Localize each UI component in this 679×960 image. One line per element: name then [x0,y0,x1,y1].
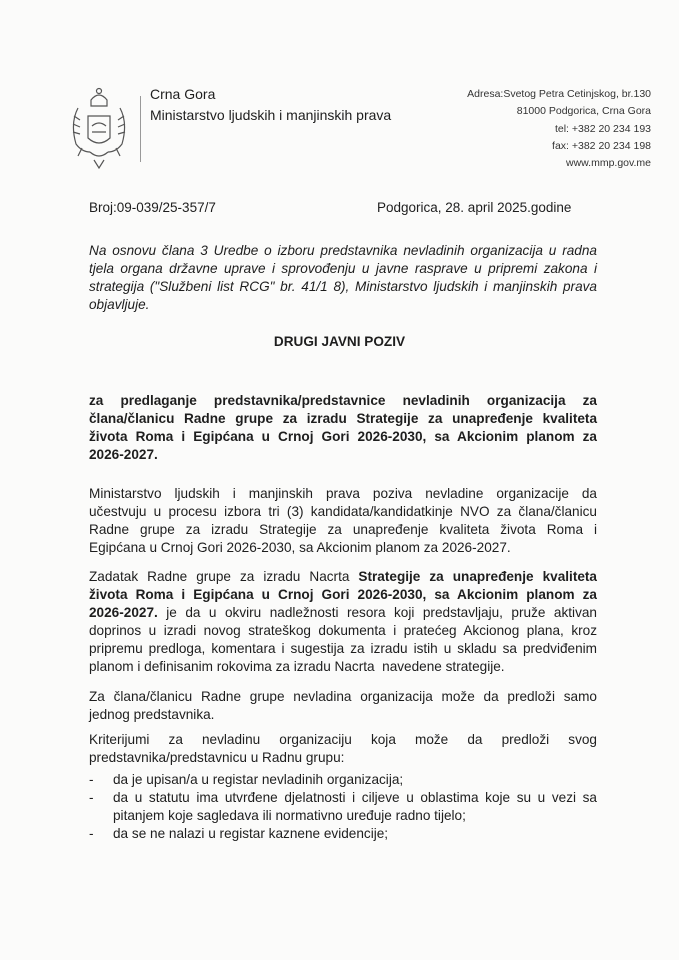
ministry-name: Ministarstvo ljudskih i manjinskih prava [150,107,392,123]
paragraph-line [89,622,597,640]
header-divider [140,96,141,162]
text: planom i definisanim rokovima za izradu Nacrta navedene strategije. [89,659,505,674]
text: doprinos u izradi novog strateškog dokumenta i pratećeg Akcionog plana, kroz [89,623,597,638]
bold-text: 2026-2027. [89,605,158,620]
text: Radne grupe za izradu Strategije za unapređenje kvaliteta života Roma i [89,522,597,537]
subtitle-line: života Roma i Egipćana u Crnoj Gori 2026-2030, sa Akcionim planom za [89,429,597,444]
body-paragraph [89,731,597,767]
intro-line: Na osnovu člana 3 Uredbe o izboru predstavnika nevladinih organizacija u radna [89,243,597,258]
text: predstavnika/predstavnicu u Radnu grupu: [89,750,345,765]
text: Egipćana u Crnoj Gori 2026-2030, sa Akcionim planom za 2026-2027. [89,540,511,555]
paragraph-line [89,749,597,767]
paragraph-line [89,604,597,622]
paragraph-line [89,485,597,503]
text: pripremu predloga, komentara i sugestija za izradu istih u skladu sa predviđenim [89,641,597,656]
intro-line: strategija ("Službeni list RCG" br. 41/1 8), Ministarstvo ljudskih i manjinskih prava [89,279,597,294]
dash-bullet: - [89,772,94,787]
paragraph-line [89,706,597,724]
intro-line: tjela organa državne uprave i sprovođenju u javne rasprave u pripremi zakona i [89,261,597,276]
body-paragraph [89,485,597,557]
subtitle-line: za predlaganje predstavnika/predstavnice nevladinih organizacija za [89,393,597,408]
body-paragraph [89,688,597,724]
address-phone: tel: +382 20 234 193 [554,122,651,135]
paragraph-line [89,539,597,557]
paragraph-line [89,640,597,658]
subtitle [89,392,597,464]
paragraph-line [89,586,597,604]
text: Za člana/članicu Radne grupe nevladina organizacija može da predloži samo [89,689,597,704]
reference-number: Broj:09-039/25-357/7 [89,200,216,215]
bold-text: života Roma i Egipćana u Crnoj Gori 2026-2030, sa Akcionim planom za [89,587,597,602]
address-block [467,86,651,172]
subtitle-line: 2026-2027. [89,447,158,462]
criteria-item [89,789,597,825]
document-date: Podgorica, 28. april 2025.godine [377,200,572,215]
criteria-list [89,771,597,843]
text: jednog predstavnika. [89,707,215,722]
address-city: 81000 Podgorica, Crna Gora [516,105,651,118]
paragraph-line [89,521,597,539]
text: učestvuju u procesu izbora tri (3) kandidata/kandidatkinje NVO za člana/članicu [89,504,597,519]
criteria-text: pitanjem koje sagledava ili normativno uređuje radno tijelo; [113,808,466,823]
subtitle-line: člana/članicu Radne grupe za izradu Strategije za unapređenje kvaliteta [89,411,597,426]
criteria-text: da u statutu ima utvrđene djelatnosti i ciljeve u oblastima koje su u vezi sa [113,790,597,805]
criteria-text: da je upisan/a u registar nevladinih organizacija; [113,772,404,787]
intro-paragraph [89,242,597,314]
paragraph-line [89,688,597,706]
body-paragraph [89,568,597,676]
address-street: Adresa:Svetog Petra Cetinjskog, br.130 [467,88,651,100]
text: Zadatak Radne grupe za izradu Nacrta [89,569,359,584]
paragraph-line [89,658,597,676]
paragraph-line [89,568,597,586]
bold-text: Strategije za unapređenje kvaliteta [358,569,597,584]
address-fax: fax: +382 20 234 198 [552,139,651,152]
intro-line: objavljuje. [89,297,150,312]
paragraph-line [89,503,597,521]
criteria-text: da se ne nalazi u registar kaznene evidencije; [113,826,389,841]
criteria-item [89,771,597,789]
text: Kriterijumi za nevladinu organizaciju koja može da predloži svog [89,732,597,747]
coat-of-arms-icon [70,86,128,170]
dash-bullet: - [89,826,94,841]
document-title: DRUGI JAVNI POZIV [273,334,406,349]
dash-bullet: - [89,790,94,805]
criteria-item [89,825,597,843]
text: Ministarstvo ljudskih i manjinskih prava poziva nevladine organizacije da [89,486,597,501]
text: je da u okviru nadležnosti resora koji predstavljaju, pruže aktivan [157,605,597,620]
address-website: www.mmp.gov.me [566,157,651,170]
country-name: Crna Gora [150,86,216,102]
paragraph-line [89,731,597,749]
